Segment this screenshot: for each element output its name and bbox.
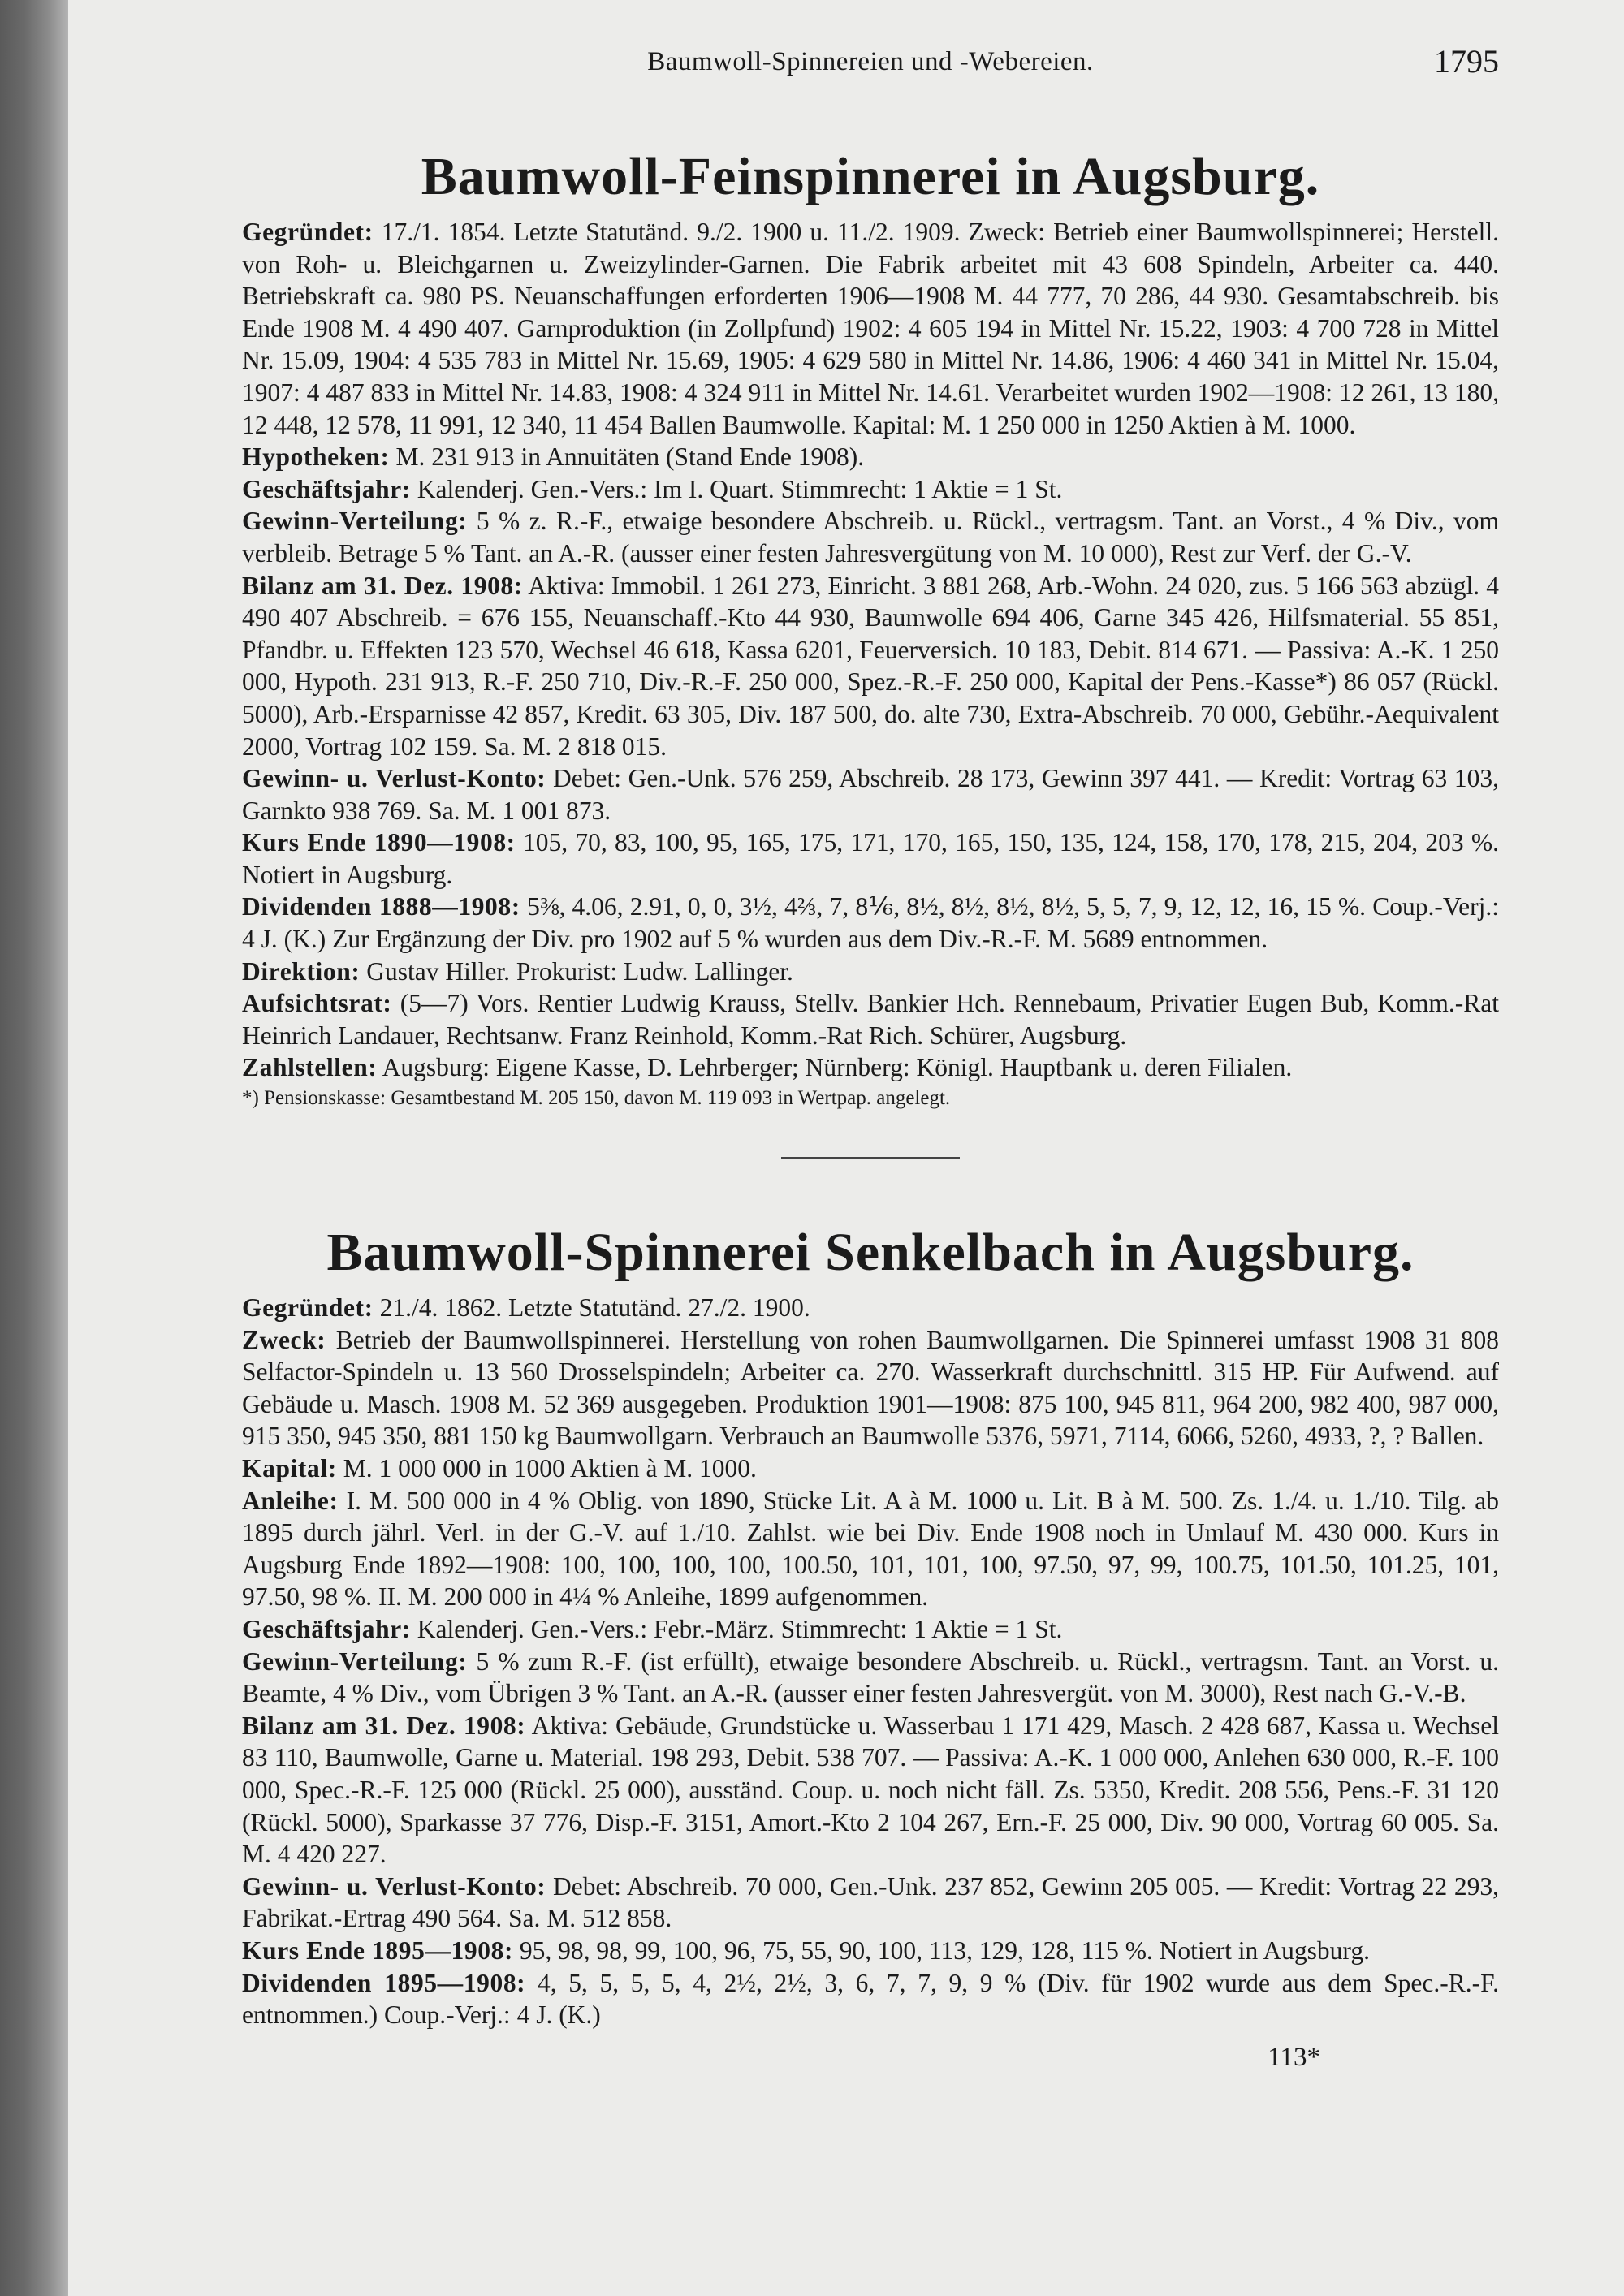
entry-text: Gustav Hiller. Prokurist: Ludw. Lallinger. <box>366 956 793 986</box>
entry-text: Aktiva: Gebäude, Grundstücke u. Wasserbau 1 171 429, Masch. 2 428 687, Kassa u. Wechsel 83 110, Baumwolle, Garne u. Material. 198 293, Debit. 538 707. — Passiva: A.-K. 1 000 000, Anlehen 630 000, R.-F. 100 000, Spec.-R.-F. 125 000 (Rückl. 25 000), ausständ. Coup. u. noch nicht fäll. Zs. 5350, Kredit. 208 556, Pens.-F. 31 120 (Rückl. 5000), Sparkasse 37 776, Disp.-F. 3151, Amort.-Kto 2 104 267, Ern.-F. 25 000, Div. 90 000, Vortrag 60 005. Sa. M. 4 420 227. <box>242 1711 1500 1869</box>
entry-label: Geschäftsjahr: <box>242 1614 411 1643</box>
entry-text: Kalenderj. Gen.-Vers.: Im I. Quart. Stimmrecht: 1 Aktie = 1 St. <box>417 474 1063 503</box>
footnote: *) Pensionskasse: Gesamtbestand M. 205 150, davon M. 119 093 in Wertpap. angelegt. <box>242 1087 951 1110</box>
entry-text: Kalenderj. Gen.-Vers.: Febr.-März. Stimmrecht: 1 Aktie = 1 St. <box>417 1614 1063 1643</box>
entry-label: Bilanz am 31. Dez. 1908: <box>242 1711 526 1740</box>
entry-text: 5 % z. R.-F., etwaige besondere Abschreib. u. Rückl., vertragsm. Tant. an Vorst., 4 % Div., vom verbleib. Betrage 5 % Tant. an A.-R. (ausser einer festen Jahresvergütung von M. 10 000), Rest zur Verf. der G.-V. <box>242 507 1500 568</box>
entry-label: Kurs Ende 1895—1908: <box>242 1936 514 1965</box>
entry-label: Kurs Ende 1890—1908: <box>242 828 516 857</box>
entry-label: Geschäftsjahr: <box>242 474 411 503</box>
entry-text: Aktiva: Immobil. 1 261 273, Einricht. 3 881 268, Arb.-Wohn. 24 020, zus. 5 166 563 abzügl. 4 490 407 Abschreib. = 676 155, Neuanschaff.-Kto 44 930, Baumwolle 694 406, Garne 345 426, Hilfsmaterial. 55 851, Pfandbr. u. Effekten 123 570, Wechsel 46 618, Kassa 6201, Feuerversich. 10 183, Debit. 814 671. — Passiva: A.-K. 1 250 000, Hypoth. 231 913, R.-F. 250 710, Div.-R.-F. 250 000, Spez.-R.-F. 250 000, Kapital der Pens.-Kasse*) 86 057 (Rückl. 5000), Arb.-Ersparnisse 42 857, Kredit. 63 305, Div. 187 500, do. alte 730, Extra-Abschreib. 70 000, Gebühr.-Aequivalent 2000, Vortrag 102 159. Sa. M. 2 818 015. <box>242 571 1499 761</box>
entry-text: I. M. 500 000 in 4 % Oblig. von 1890, Stücke Lit. A à M. 1000 u. Lit. B à M. 500. Zs. 1./4. u. 1./10. Tilg. ab 1895 durch jährl. Verl. in der G.-V. auf 1./10. Zahlst. wie bei Div. Ende 1908 noch in Umlauf M. 430 000. Kurs in Augsburg Ende 1892—1908: 100, 100, 100, 100, 100.50, 101, 101, 100, 97.50, 97, 99, 100.75, 101.50, 101.25, 101, 97.50, 98 %. II. M. 200 000 in 4¼ % Anleihe, 1899 aufgenommen. <box>242 1486 1500 1612</box>
company-entry-2 <box>242 1292 1499 2031</box>
entry-paragraph-purpose <box>242 1324 1499 1452</box>
entry-text: 105, 70, 83, 100, 95, 165, 175, 171, 170, 165, 150, 135, 124, 158, 170, 178, 215, 204, 203 %. Notiert in Augsburg. <box>242 828 1499 889</box>
entry-paragraph-dividends <box>242 1967 1499 2031</box>
entry-label: Gegründet: <box>242 218 374 246</box>
entry-label: Dividenden 1888—1908: <box>242 892 520 921</box>
entry-paragraph-profit-distribution <box>242 505 1499 569</box>
entry-label: Gewinn-Verteilung: <box>242 1646 468 1676</box>
section-separator <box>781 1157 960 1159</box>
entry-label: Gegründet: <box>242 1293 374 1323</box>
book-binding-shadow <box>0 0 68 2296</box>
entry-text: 4, 5, 5, 5, 5, 4, 2½, 2½, 3, 6, 7, 7, 9, 9 % (Div. für 1902 wurde aus dem Spec.-R.-F. entnommen.) Coup.-Verj.: 4 J. (K.) <box>242 1968 1499 2030</box>
entry-paragraph-share-prices <box>242 1935 1499 1967</box>
entry-paragraph-mortgages <box>242 441 1499 473</box>
entry-text: M. 1 000 000 in 1000 Aktien à M. 1000. <box>343 1454 757 1482</box>
entry-label: Bilanz am 31. Dez. 1908: <box>242 571 523 600</box>
entry-text: 17./1. 1854. Letzte Statutänd. 9./2. 1900 u. 11./2. 1909. Zweck: Betrieb einer Baumwollspinnerei; Herstell. von Roh- u. Bleichgarnen u. Zweizylinder-Garnen. Die Fabrik arbeitet mit 43 608 Spindeln, Arbeiter ca. 440. Betriebskraft ca. 980 PS. Neuanschaffungen erforderten 1906—1908 M. 44 777, 70 286, 44 930. Gesamtabschreib. bis Ende 1908 M. 4 490 407. Garnproduktion (in Zollpfund) 1902: 4 605 194 in Mittel Nr. 15.22, 1903: 4 700 728 in Mittel Nr. 15.09, 1904: 4 535 783 in Mittel Nr. 15.69, 1905: 4 629 580 in Mittel Nr. 14.86, 1906: 4 460 341 in Mittel Nr. 15.04, 1907: 4 487 833 in Mittel Nr. 14.83, 1908: 4 324 911 in Mittel Nr. 14.61. Verarbeitet wurden 1902—1908: 12 261, 13 180, 12 448, 12 578, 11 991, 12 340, 11 454 Ballen Baumwolle. Kapital: M. 1 250 000 in 1250 Aktien à M. 1000. <box>242 218 1500 439</box>
entry-paragraph-bond <box>242 1485 1499 1613</box>
entry-label: Hypotheken: <box>242 442 390 472</box>
entry-paragraph-dividends <box>242 891 1499 955</box>
entry-label: Anleihe: <box>242 1486 339 1515</box>
entry-text: Augsburg: Eigene Kasse, D. Lehrberger; Nürnberg: Königl. Hauptbank u. deren Filialen. <box>382 1053 1293 1082</box>
entry-label: Aufsichtsrat: <box>242 989 392 1018</box>
entry-text: Debet: Gen.-Unk. 576 259, Abschreib. 28 173, Gewinn 397 441. — Kredit: Vortrag 63 103, Garnkto 938 769. Sa. M. 1 001 873. <box>242 764 1499 825</box>
entry-paragraph-capital <box>242 1452 1499 1485</box>
entry-paragraph-fiscal-year <box>242 473 1499 506</box>
entry-paragraph-founded <box>242 1292 1499 1324</box>
company-title: Baumwoll-Spinnerei Senkelbach in Augsburg. <box>326 1223 1415 1283</box>
entry-label: Gewinn- u. Verlust-Konto: <box>242 764 546 793</box>
entry-paragraph-supervisory-board <box>242 987 1499 1051</box>
entry-paragraph-profit-loss <box>242 762 1499 826</box>
entry-text: 21./4. 1862. Letzte Statutänd. 27./2. 1900. <box>379 1293 810 1323</box>
entry-paragraph-fiscal-year <box>242 1613 1499 1646</box>
entry-label: Kapital: <box>242 1454 337 1482</box>
entry-paragraph-paying-agents <box>242 1051 1499 1084</box>
entry-text: 5⅜, 4.06, 2.91, 0, 0, 3½, 4⅔, 7, 8⅙, 8½, 8½, 8½, 8½, 5, 5, 7, 9, 12, 12, 16, 15 %. Coup.-Verj.: 4 J. (K.) Zur Ergänzung der Div. pro 1902 auf 5 % wurden aus dem Div.-R.-F. M. 5689 entnommen. <box>242 892 1499 954</box>
signature-mark: 113* <box>1268 2042 1320 2072</box>
book-page <box>68 0 1624 2296</box>
entry-paragraph-share-prices <box>242 826 1499 891</box>
entry-label: Zweck: <box>242 1325 326 1354</box>
running-head-title: Baumwoll-Spinnereien und -Webereien. <box>647 47 1094 76</box>
entry-paragraph-profit-distribution <box>242 1646 1499 1710</box>
entry-text: 5 % zum R.-F. (ist erfüllt), etwaige besondere Abschreib. u. Rückl., vertragsm. Tant. an Vorst. u. Beamte, 4 % Div., vom Übrigen 3 % Tant. an A.-R. (ausser einer festen Jahresvergüt. von M. 3000), Rest nach G.-V.-B. <box>242 1646 1499 1708</box>
entry-paragraph-balance-sheet <box>242 570 1499 763</box>
entry-text: 95, 98, 98, 99, 100, 96, 75, 55, 90, 100, 113, 129, 128, 115 %. Notiert in Augsburg. <box>519 1936 1370 1965</box>
entry-label: Dividenden 1895—1908: <box>242 1968 526 1997</box>
running-head <box>242 36 1499 97</box>
entry-label: Direktion: <box>242 956 361 986</box>
entry-text: M. 231 913 in Annuitäten (Stand Ende 1908). <box>395 442 865 472</box>
page-content <box>242 36 1499 2073</box>
entry-label: Zahlstellen: <box>242 1053 378 1082</box>
entry-text: Betrieb der Baumwollspinnerei. Herstellung von rohen Baumwollgarnen. Die Spinnerei umfasst 1908 31 808 Selfactor-Spindeln u. 13 560 Drosselspindeln; Arbeiter ca. 270. Wasserkraft durchschnittl. 315 HP. Für Aufwend. auf Gebäude u. Masch. 1908 M. 52 369 ausgegeben. Produktion 1901—1908: 875 100, 945 811, 964 200, 982 400, 987 000, 915 350, 945 350, 881 150 kg Baumwollgarn. Verbrauch an Baumwolle 5376, 5971, 7114, 6066, 5260, 4933, ?, ? Ballen. <box>242 1325 1499 1451</box>
page-number: 1795 <box>1434 43 1499 80</box>
entry-paragraph-profit-loss <box>242 1871 1499 1935</box>
entry-text: (5—7) Vors. Rentier Ludwig Krauss, Stellv. Bankier Hch. Rennebaum, Privatier Eugen Bub, Komm.-Rat Heinrich Landauer, Rechtsanw. Franz Reinhold, Komm.-Rat Rich. Schürer, Augsburg. <box>242 989 1500 1050</box>
company-title: Baumwoll-Feinspinnerei in Augsburg. <box>421 147 1320 206</box>
company-entry-1 <box>242 216 1499 1111</box>
entry-text: Debet: Abschreib. 70 000, Gen.-Unk. 237 852, Gewinn 205 005. — Kredit: Vortrag 22 293, Fabrikat.-Ertrag 490 564. Sa. M. 512 858. <box>242 1871 1499 1933</box>
entry-paragraph-management <box>242 956 1499 988</box>
entry-paragraph-founded <box>242 216 1499 441</box>
entry-paragraph-balance-sheet <box>242 1710 1499 1871</box>
entry-label: Gewinn-Verteilung: <box>242 507 468 536</box>
entry-label: Gewinn- u. Verlust-Konto: <box>242 1871 546 1901</box>
